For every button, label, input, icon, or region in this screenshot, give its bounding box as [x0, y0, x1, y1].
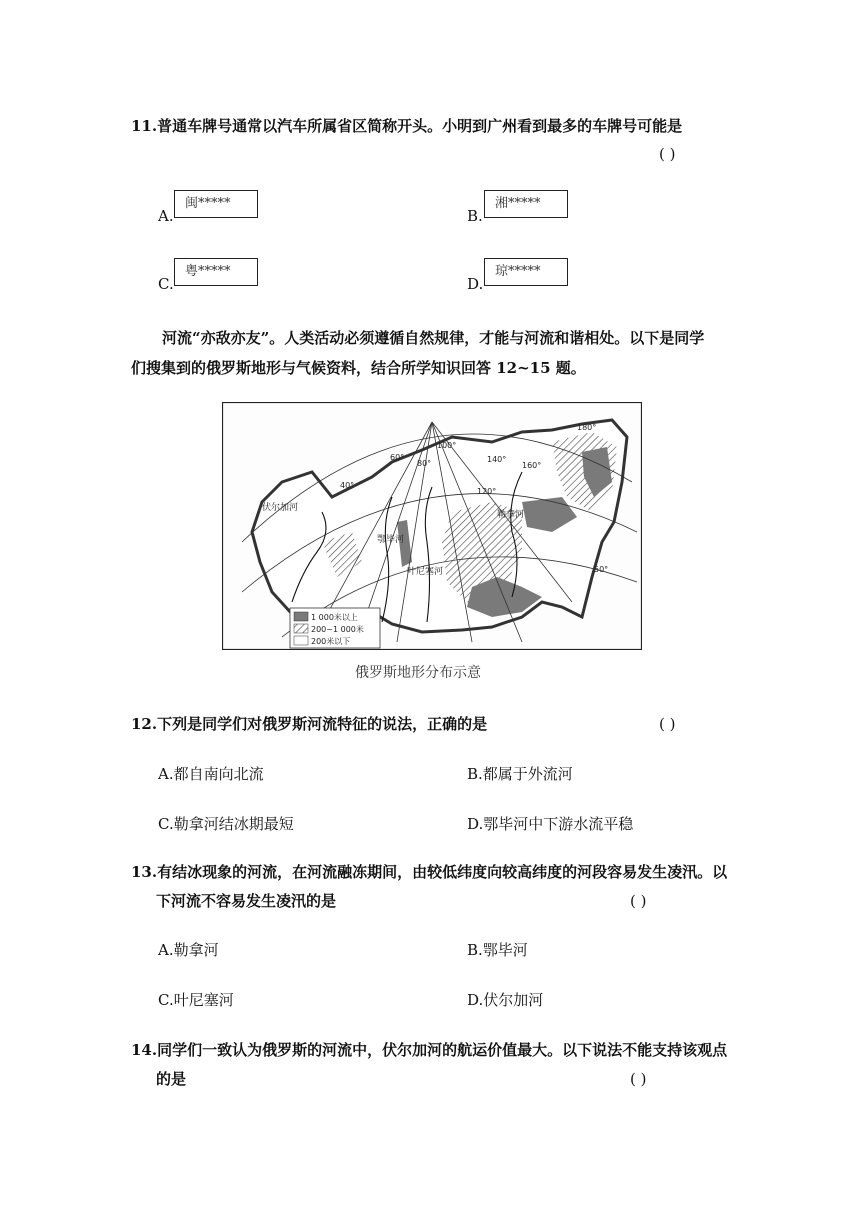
q12-stem: 12.下列是同学们对俄罗斯河流特征的说法，正确的是: [131, 715, 488, 733]
q13-option-c: C.叶尼塞河: [158, 991, 234, 1009]
q11-option-a-plate: 闽*****: [174, 190, 258, 218]
q11-option-c-letter: C.: [158, 275, 174, 293]
q13-option-d: D.伏尔加河: [467, 991, 544, 1009]
label-ob: 鄂毕河: [377, 535, 405, 545]
q12-option-c: C.勒拿河结冰期最短: [158, 815, 294, 833]
label-120: 120°: [477, 487, 497, 496]
q11-option-d-letter: D.: [467, 275, 484, 293]
q11-option-a-letter: A.: [158, 207, 174, 225]
label-180: 180°: [577, 423, 597, 432]
intro-line-2: 们搜集到的俄罗斯地形与气候资料，结合所学知识回答 12~15 题。: [131, 359, 586, 377]
label-lena: 勒拿河: [497, 510, 525, 520]
q14-stem-line-1: 14.同学们一致认为俄罗斯的河流中，伏尔加河的航运价值最大。以下说法不能支持该观点: [131, 1041, 728, 1059]
q14-answer-paren: ( ): [630, 1070, 647, 1088]
label-140: 140°: [487, 455, 507, 464]
legend-swatch-low: [294, 636, 308, 645]
q11-option-b-plate: 湘*****: [484, 190, 568, 218]
q14-stem-line-2: 的是: [156, 1070, 187, 1088]
label-60: 60°: [390, 453, 405, 462]
q12-option-a: A.都自南向北流: [158, 765, 264, 783]
q12-option-b: B.都属于外流河: [467, 765, 573, 783]
legend-low: 200米以下: [311, 637, 351, 646]
label-volga: 伏尔加河: [262, 503, 299, 513]
russia-terrain-map: [222, 402, 642, 650]
q11-answer-paren: ( ): [659, 145, 676, 163]
q12-answer-paren: ( ): [659, 715, 676, 733]
legend-swatch-mid: [294, 624, 308, 633]
label-160: 160°: [522, 461, 542, 470]
q11-option-d-plate: 琼*****: [484, 258, 568, 286]
q11-option-c-plate: 粤*****: [174, 258, 258, 286]
q13-option-b: B.鄂毕河: [467, 941, 528, 959]
legend-swatch-high: [294, 612, 308, 621]
q11-stem: 11.普通车牌号通常以汽车所属省区简称开头。小明到广州看到最多的车牌号可能是: [131, 117, 683, 135]
q13-stem-line-2: 下河流不容易发生凌汛的是: [156, 892, 337, 910]
map-caption: 俄罗斯地形分布示意: [355, 665, 481, 681]
legend-high: 1 000米以上: [311, 613, 358, 622]
q13-option-a: A.勒拿河: [158, 941, 219, 959]
q11-option-b-letter: B.: [467, 207, 483, 225]
q13-stem-line-1: 13.有结冰现象的河流，在河流融冻期间，由较低纬度向较高纬度的河段容易发生凌汛。以: [131, 863, 728, 881]
label-yenisei: 叶尼塞河: [407, 567, 444, 577]
label-50: 50°: [594, 565, 609, 574]
label-100: 100°: [437, 441, 457, 450]
q13-answer-paren: ( ): [630, 892, 647, 910]
label-80: 80°: [417, 459, 432, 468]
legend-mid: 200~1 000米: [311, 625, 364, 634]
intro-line-1: 河流“亦敌亦友”。人类活动必须遵循自然规律，才能与河流和谐相处。以下是同学: [162, 329, 705, 347]
q12-option-d: D.鄂毕河中下游水流平稳: [467, 815, 634, 833]
label-40: 40°: [340, 481, 355, 490]
map-legend: [290, 608, 380, 648]
